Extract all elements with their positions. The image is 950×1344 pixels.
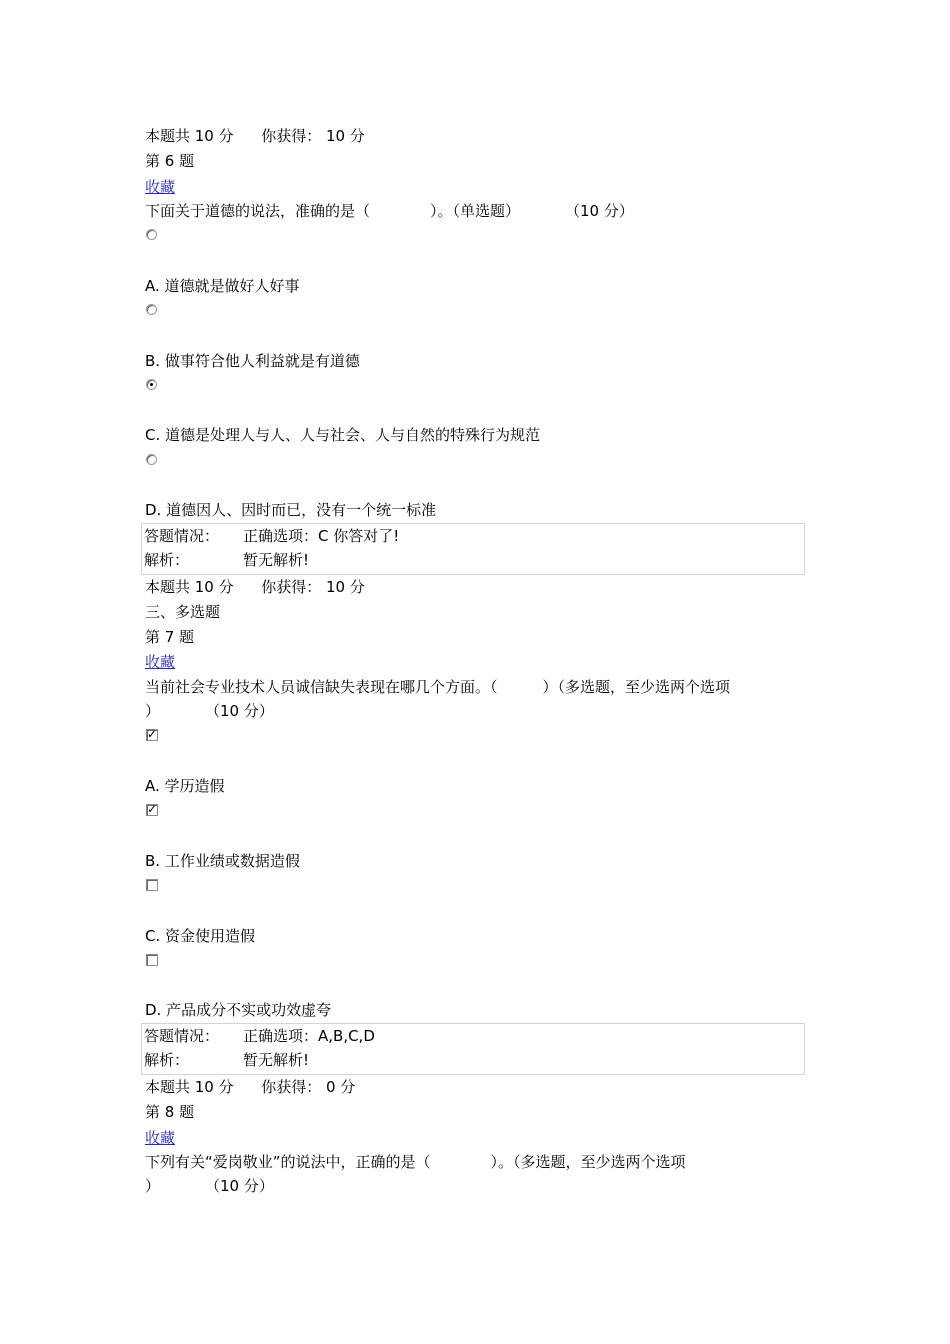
q6-answer-status-value: 正确选项：C 你答对了! [243, 527, 400, 545]
q7-answer-status-label: 答题情况： [144, 1027, 220, 1045]
q7-answer-status-value: 正确选项：A,B,C,D [243, 1027, 375, 1045]
q7-score-got: 你获得： 0 分 [261, 1078, 356, 1096]
section-title: 三、多选题 [145, 603, 221, 621]
q8-number: 第 8 题 [145, 1103, 195, 1121]
q7-score-line [145, 1076, 355, 1098]
q6-answer-status-label: 答题情况： [144, 527, 220, 545]
q7-option-d-checkbox[interactable] [146, 954, 158, 966]
q7-option-a-checkbox[interactable] [146, 729, 158, 741]
q6-number: 第 6 题 [145, 152, 195, 170]
q7-option-b-checkbox[interactable] [146, 804, 158, 816]
q6-score-got: 你获得： 10 分 [261, 578, 365, 596]
q7-stem-line1: 当前社会专业技术人员诚信缺失表现在哪几个方面。（ ）（多选题，至少选两个选项 [145, 678, 731, 696]
q6-option-c-radio[interactable] [146, 379, 157, 390]
q5-score-got: 你获得： 10 分 [261, 127, 365, 145]
q6-score-line [145, 576, 365, 598]
q6-score-total: 本题共 10 分 [145, 578, 234, 596]
q7-option-d-label: D. 产品成分不实或功效虚夸 [145, 1001, 332, 1019]
q6-stem: 下面关于道德的说法，准确的是（ ）。（单选题） （10 分） [145, 202, 634, 220]
q8-stem-line1: 下列有关“爱岗敬业”的说法中，正确的是（ ）。（多选题，至少选两个选项 [145, 1153, 686, 1171]
q6-option-c-label: C. 道德是处理人与人、人与社会、人与自然的特殊行为规范 [145, 426, 541, 444]
q7-option-b-label: B. 工作业绩或数据造假 [145, 852, 300, 870]
q7-analysis-label: 解析： [144, 1051, 190, 1069]
q6-option-a-label: A. 道德就是做好人好事 [145, 277, 300, 295]
q6-favorite-link[interactable]: 收藏 [145, 178, 176, 196]
q6-answer-box [141, 523, 805, 575]
q7-option-c-checkbox[interactable] [146, 879, 158, 891]
q7-analysis-value: 暂无解析! [243, 1051, 310, 1069]
q6-analysis-value: 暂无解析! [243, 551, 310, 569]
q5-score-total: 本题共 10 分 [145, 127, 234, 145]
q7-option-a-label: A. 学历造假 [145, 777, 225, 795]
q7-answer-box [141, 1023, 805, 1075]
q7-score-total: 本题共 10 分 [145, 1078, 234, 1096]
q6-option-d-label: D. 道德因人、因时而已，没有一个统一标准 [145, 501, 437, 519]
q8-favorite-link[interactable]: 收藏 [145, 1129, 176, 1147]
q7-option-c-label: C. 资金使用造假 [145, 927, 256, 945]
q6-option-a-radio[interactable] [146, 229, 157, 240]
q7-number: 第 7 题 [145, 628, 195, 646]
q6-analysis-label: 解析： [144, 551, 190, 569]
q6-option-d-radio[interactable] [146, 454, 157, 465]
q6-option-b-radio[interactable] [146, 304, 157, 315]
q7-favorite-link[interactable]: 收藏 [145, 653, 176, 671]
q5-score-line [145, 125, 365, 147]
q8-stem-line2: ） （10 分） [145, 1177, 274, 1195]
q7-stem-line2: ） （10 分） [145, 702, 274, 720]
q6-option-b-label: B. 做事符合他人利益就是有道德 [145, 352, 360, 370]
